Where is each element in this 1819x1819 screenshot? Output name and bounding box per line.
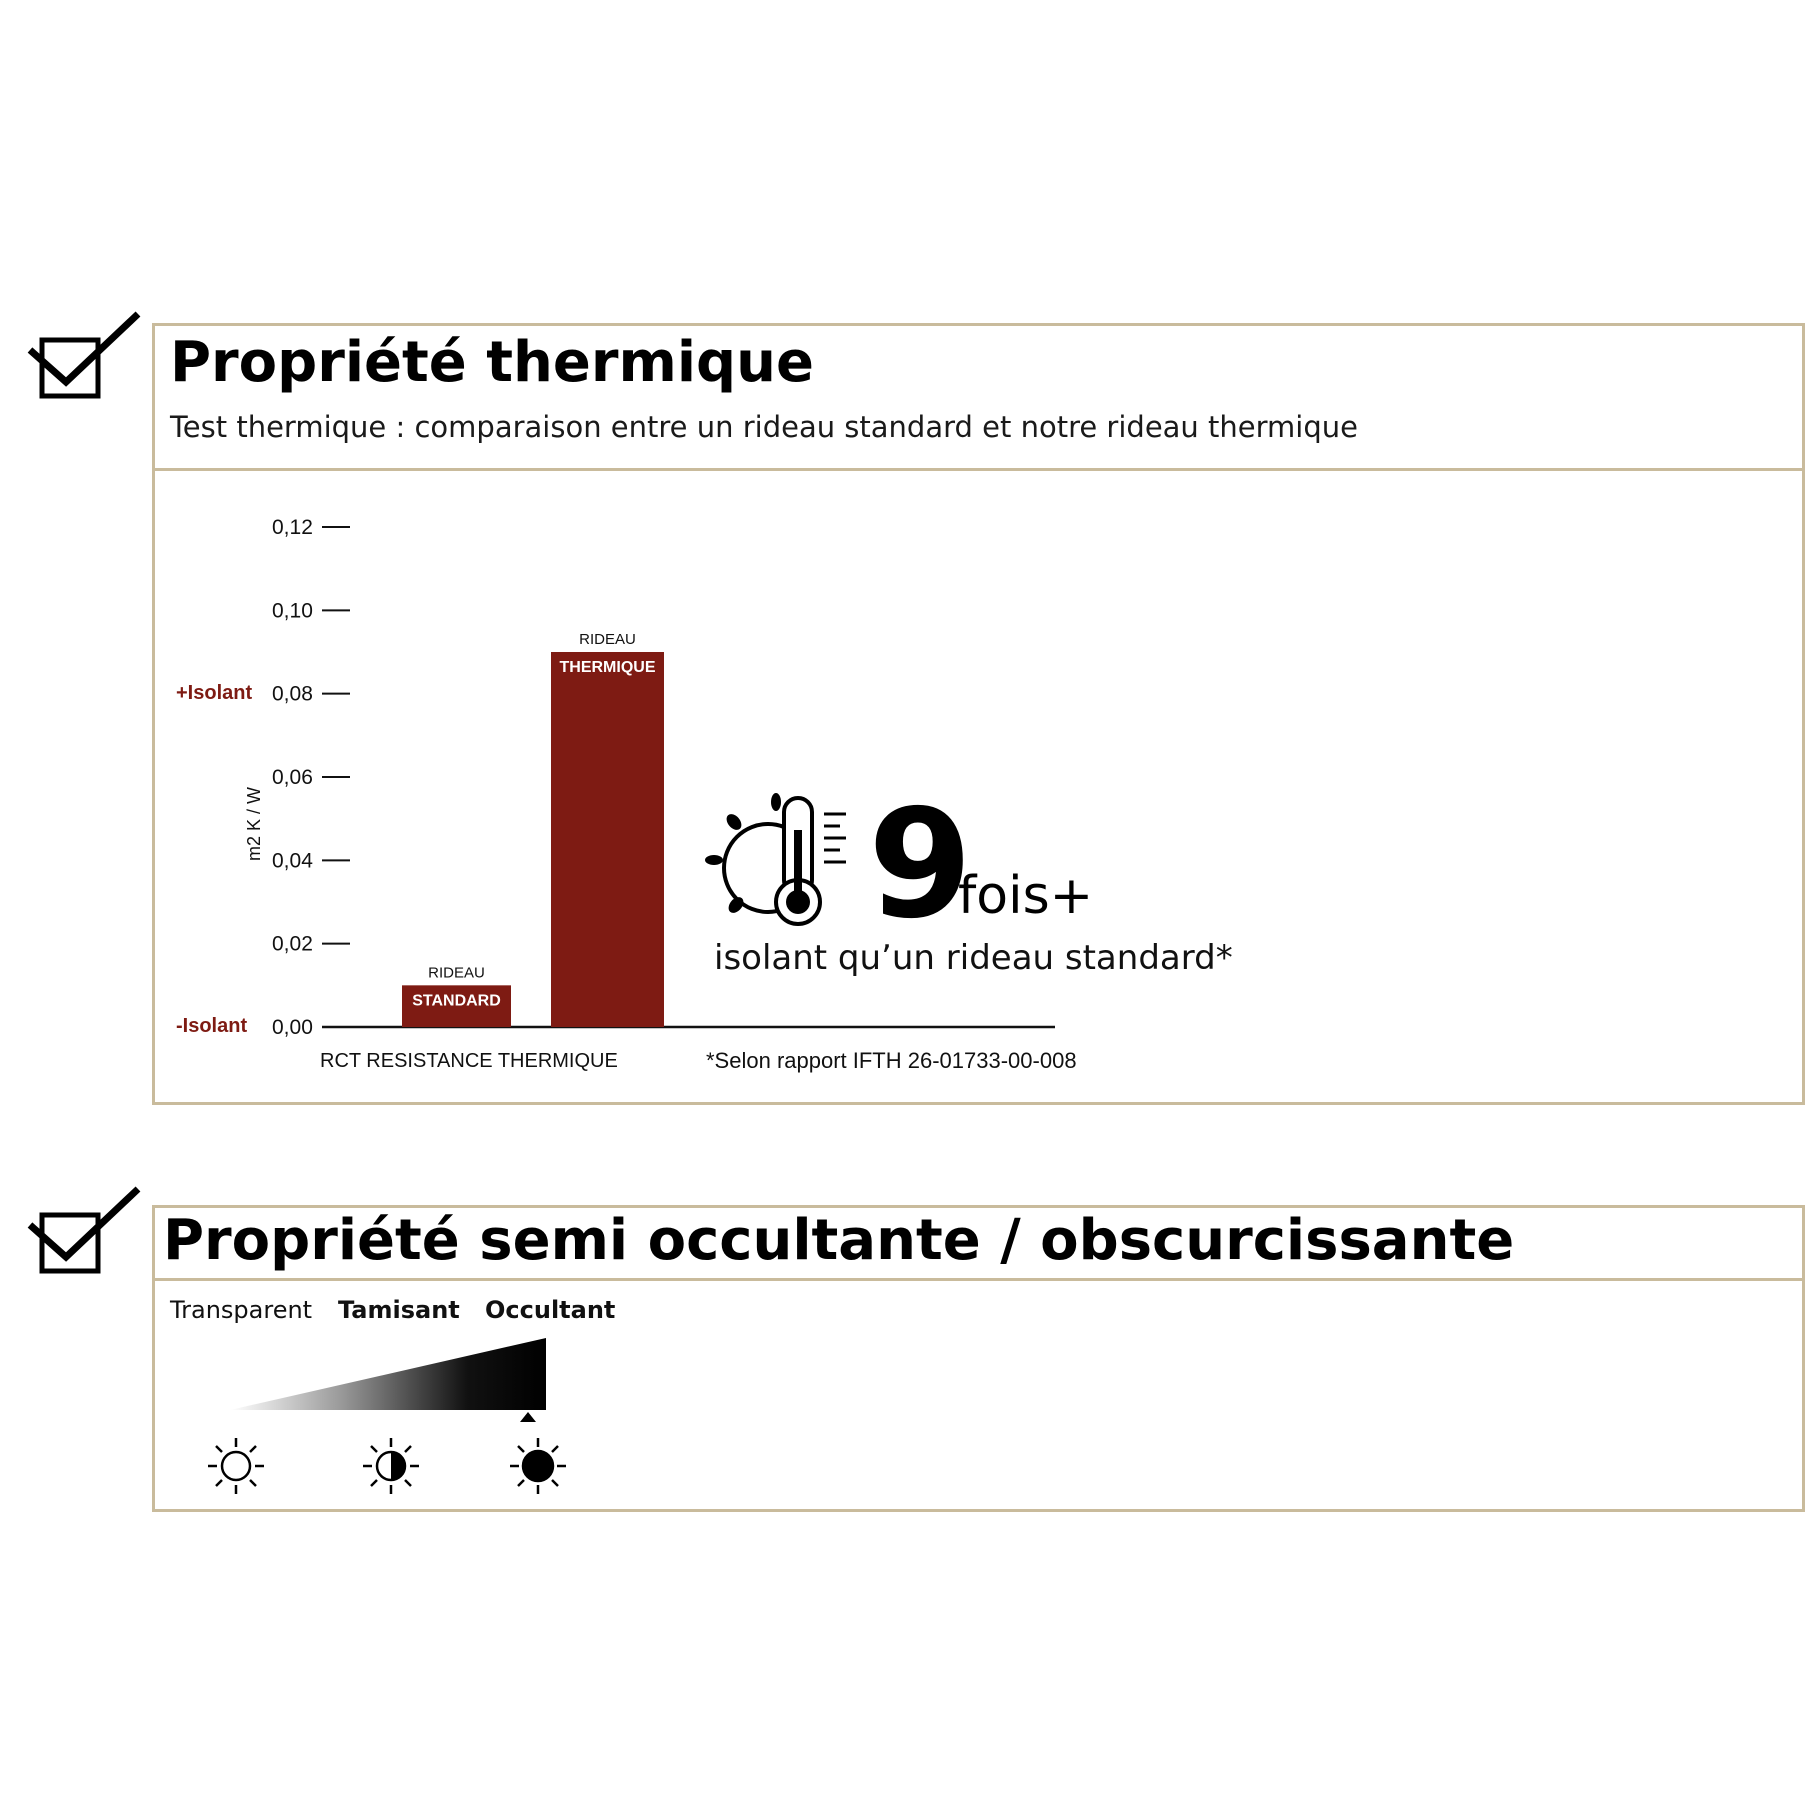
bar-inner-label: THERMIQUE [559,659,656,676]
sun-half-icon [360,1435,422,1497]
thermal-title: Propriété thermique [170,330,814,395]
opacity-checkbox-icon [24,1185,144,1277]
y-axis-label: m2 K / W [244,787,264,862]
level-label-transparent: Transparent [170,1296,313,1324]
less-insulating-label: -Isolant [176,1015,248,1037]
opacity-gradient-wedge [230,1335,550,1425]
opacity-header-divider [152,1278,1805,1281]
bar-inner-label: STANDARD [412,992,501,1010]
sun-filled-icon [507,1435,569,1497]
level-label-tamisant: Tamisant [338,1296,460,1324]
sun-outline-icon [205,1435,267,1497]
sun-thermometer-icon [700,790,860,930]
highlight-text: isolant qu’un rideau standard* [714,938,1233,978]
footnote: *Selon rapport IFTH 26-01733-00-008 [706,1048,1077,1073]
highlight-suffix: fois+ [958,866,1094,926]
bar-top-label: RIDEAU [428,964,485,982]
y-tick-label: 0,02 [272,932,313,956]
y-tick-label: 0,12 [272,516,313,539]
y-tick-label: 0,00 [272,1016,313,1039]
x-axis-label: RCT RESISTANCE THERMIQUE [320,1050,618,1072]
y-tick-label: 0,06 [272,766,313,789]
y-tick-label: 0,04 [272,849,313,873]
highlight-number: 9 [868,778,973,952]
y-tick-label: 0,08 [272,682,313,706]
more-insulating-label: +Isolant [176,682,253,704]
level-label-occultant: Occultant [485,1296,616,1324]
y-tick-label: 0,10 [272,599,313,623]
thermal-subtitle: Test thermique : comparaison entre un rideau standard et notre rideau thermique [170,410,1358,444]
bar-top-label: RIDEAU [579,631,636,648]
bar [551,652,664,1027]
opacity-title: Propriété semi occultante / obscurcissante [163,1208,1515,1273]
selected-level-marker [520,1412,536,1422]
